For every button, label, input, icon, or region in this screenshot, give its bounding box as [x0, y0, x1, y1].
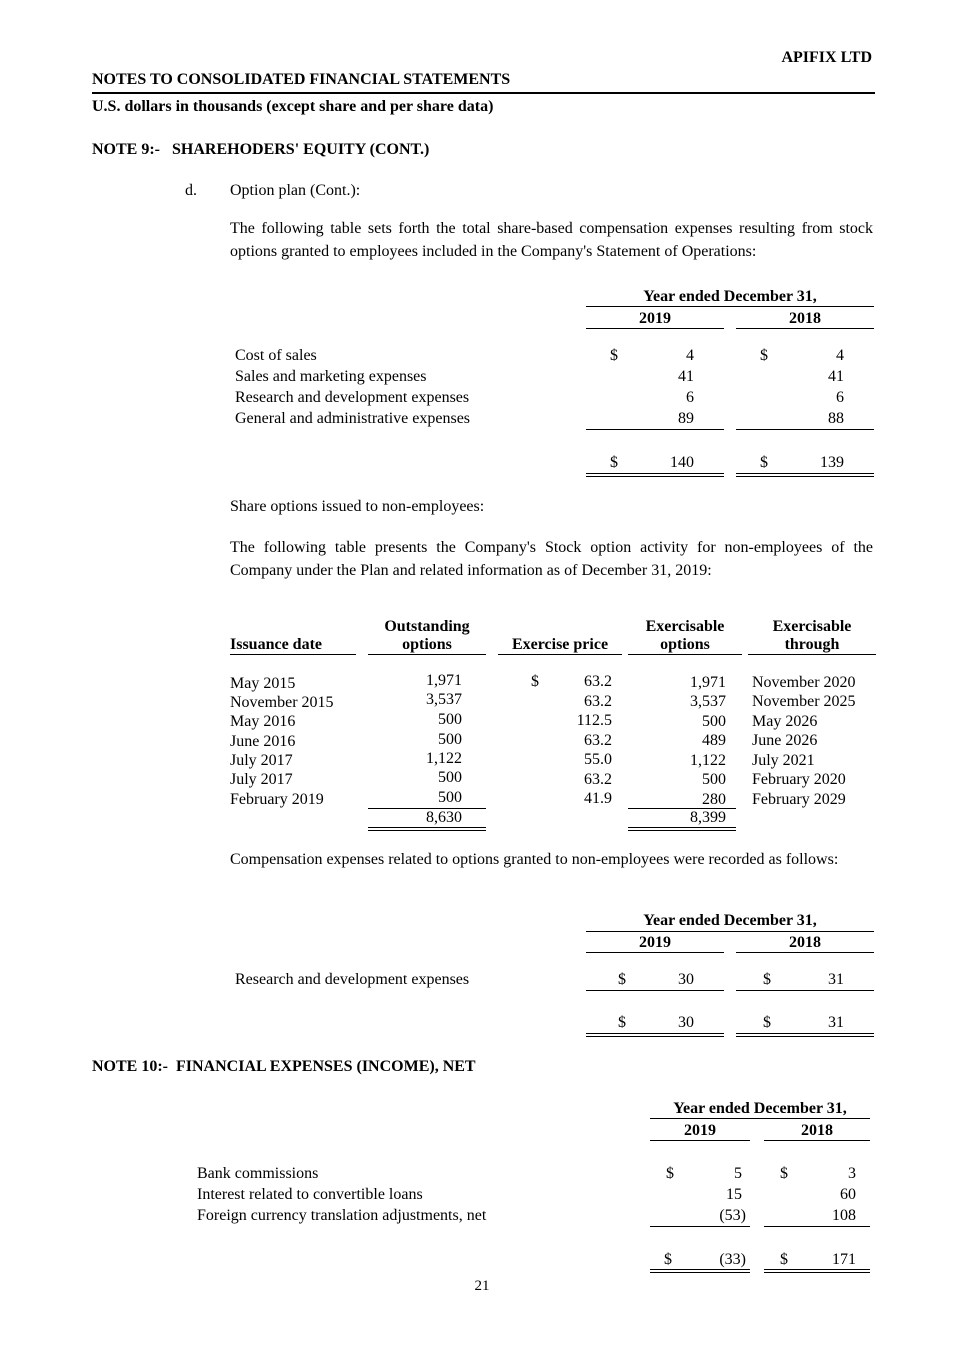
table4-col-rule — [650, 1140, 750, 1141]
value-2018: 6 — [836, 389, 844, 406]
exercisable-options: 500 — [702, 771, 726, 788]
header-rule — [498, 654, 622, 655]
exercisable-through: February 2020 — [752, 771, 846, 788]
item-title: Option plan (Cont.): — [230, 182, 361, 199]
total-2018: 171 — [832, 1251, 856, 1268]
outstanding-options: 1,971 — [426, 672, 462, 689]
currency-symbol: $ — [760, 347, 768, 364]
outstanding-options: 500 — [438, 789, 462, 806]
subtotal-rule — [586, 990, 724, 991]
currency-symbol: $ — [610, 347, 618, 364]
header-divider — [92, 92, 875, 94]
currency-symbol: $ — [664, 1251, 672, 1268]
issuance-date: July 2017 — [230, 752, 293, 769]
exercise-price: 55.0 — [584, 751, 612, 768]
exercisable-through: November 2020 — [752, 674, 856, 691]
row-label: Research and development expenses — [235, 389, 470, 406]
table1-intro: The following table sets forth the total share-based compensation expenses resulting from stock options granted to employees included in the Company's Statement of Operations: — [230, 220, 873, 260]
nonemployee-label: Share options issued to non-employees: — [230, 498, 485, 515]
value-2019: 5 — [734, 1165, 742, 1182]
outstanding-options: 500 — [438, 711, 462, 728]
row-label: Interest related to convertible loans — [197, 1186, 423, 1203]
company-name: APIFIX LTD — [781, 49, 872, 66]
table3-col-2018: 2018 — [789, 934, 821, 951]
currency-symbol: $ — [618, 971, 626, 988]
table1-period-header: Year ended December 31, — [643, 288, 817, 305]
row-label: Sales and marketing expenses — [235, 368, 427, 385]
row-label: General and administrative expenses — [235, 410, 471, 427]
total-double-rule — [764, 1269, 870, 1273]
exercisable-options: 1,122 — [690, 752, 726, 769]
note9-heading: NOTE 9:- SHAREHODERS' EQUITY (CONT.) — [92, 141, 430, 158]
table3-col-rule — [586, 952, 724, 953]
exercisable-options: 1,971 — [690, 674, 726, 691]
issuance-date: November 2015 — [230, 694, 334, 711]
exercisable-through: July 2021 — [752, 752, 815, 769]
note10-heading: NOTE 10:- FINANCIAL EXPENSES (INCOME), NET — [92, 1058, 476, 1075]
exercise-price: 63.2 — [584, 732, 612, 749]
row-label: Bank commissions — [197, 1165, 319, 1182]
exercise-price: 41.9 — [584, 790, 612, 807]
table3-col-2019: 2019 — [639, 934, 671, 951]
table3-period-rule — [586, 931, 874, 932]
value-2019: 89 — [678, 410, 694, 427]
value-2019: 6 — [686, 389, 694, 406]
header-exercisable-2: options — [660, 636, 710, 653]
table4-col-2018: 2018 — [801, 1122, 833, 1139]
table1-col-rule — [586, 328, 724, 329]
currency-symbol: $ — [780, 1165, 788, 1182]
exercise-price: 63.2 — [584, 693, 612, 710]
currency-symbol: $ — [666, 1165, 674, 1182]
row-label: Foreign currency translation adjustments, net — [197, 1207, 487, 1224]
header-through-2: through — [784, 636, 840, 653]
total-double-rule — [628, 827, 736, 831]
total-double-rule — [736, 473, 874, 477]
exercisable-through: November 2025 — [752, 693, 856, 710]
table3-col-rule — [736, 952, 874, 953]
exercisable-options: 489 — [702, 732, 726, 749]
currency-symbol: $ — [610, 454, 618, 471]
outstanding-options: 3,537 — [426, 691, 462, 708]
table2-intro: The following table presents the Company's Stock option activity for non-employees of the Company under the Plan and related information as of December 31, 2019: — [230, 539, 873, 579]
table1-col-2019: 2019 — [639, 310, 671, 327]
subtotal-rule — [650, 1226, 750, 1227]
total-2019: 30 — [678, 1014, 694, 1031]
total-double-rule — [586, 473, 724, 477]
page-number: 21 — [474, 1278, 490, 1294]
exercise-price: 63.2 — [584, 771, 612, 788]
value-2018: 60 — [840, 1186, 856, 1203]
exercisable-through: February 2029 — [752, 791, 846, 808]
exercise-price: 63.2 — [584, 673, 612, 690]
subtotal-rule — [736, 429, 874, 430]
exercisable-options: 280 — [702, 791, 726, 808]
currency-symbol: $ — [763, 1014, 771, 1031]
exercisable-options: 500 — [702, 713, 726, 730]
issuance-date: February 2019 — [230, 791, 324, 808]
table4-col-2019: 2019 — [684, 1122, 716, 1139]
issuance-date: June 2016 — [230, 733, 296, 750]
table3-period-header: Year ended December 31, — [643, 912, 817, 929]
value-2018: 31 — [828, 971, 844, 988]
header-through-1: Exercisable — [772, 618, 852, 635]
value-2018: 41 — [828, 368, 844, 385]
total-2019: (33) — [719, 1251, 746, 1268]
outstanding-options: 500 — [438, 769, 462, 786]
issuance-date: May 2015 — [230, 675, 296, 692]
header-rule — [368, 654, 486, 655]
total-exercisable: 8,399 — [690, 809, 726, 826]
value-2019: (53) — [719, 1207, 746, 1224]
value-2018: 3 — [848, 1165, 856, 1182]
row-label: Research and development expenses — [235, 971, 470, 988]
page-title: NOTES TO CONSOLIDATED FINANCIAL STATEMENTS — [92, 71, 511, 88]
value-2019: 4 — [686, 347, 694, 364]
value-2018: 88 — [828, 410, 844, 427]
table4-col-rule — [764, 1140, 870, 1141]
table3-intro: Compensation expenses related to options granted to non-employees were recorded as follows: — [230, 851, 839, 868]
exercise-price: 112.5 — [576, 712, 612, 729]
currency-symbol: $ — [763, 971, 771, 988]
total-double-rule — [368, 827, 486, 831]
total-2019: 140 — [670, 454, 694, 471]
table1-period-rule — [586, 306, 874, 307]
header-rule — [748, 654, 876, 655]
total-2018: 139 — [820, 454, 844, 471]
issuance-date: May 2016 — [230, 713, 296, 730]
table1-col-rule — [736, 328, 874, 329]
issuance-date: July 2017 — [230, 771, 293, 788]
header-exercise-price: Exercise price — [511, 636, 609, 653]
total-double-rule — [586, 1033, 724, 1037]
total-outstanding: 8,630 — [426, 809, 462, 826]
header-outstanding-1: Outstanding — [384, 618, 470, 635]
total-double-rule — [736, 1033, 874, 1037]
row-label: Cost of sales — [235, 347, 317, 364]
header-rule — [628, 654, 742, 655]
currency-symbol: $ — [780, 1251, 788, 1268]
total-double-rule — [650, 1269, 750, 1273]
header-exercisable-1: Exercisable — [645, 618, 725, 635]
exercisable-options: 3,537 — [690, 693, 726, 710]
header-outstanding-2: options — [402, 636, 452, 653]
currency-symbol: $ — [531, 673, 539, 690]
exercisable-through: May 2026 — [752, 713, 818, 730]
value-2018: 4 — [836, 347, 844, 364]
exercisable-through: June 2026 — [752, 732, 818, 749]
value-2018: 108 — [832, 1207, 856, 1224]
value-2019: 30 — [678, 971, 694, 988]
currency-symbol: $ — [760, 454, 768, 471]
outstanding-options: 1,122 — [426, 750, 462, 767]
table4-period-header: Year ended December 31, — [673, 1100, 847, 1117]
subtotal-rule — [586, 429, 724, 430]
value-2019: 15 — [726, 1186, 742, 1203]
header-rule — [230, 654, 356, 655]
item-letter: d. — [185, 182, 197, 199]
total-2018: 31 — [828, 1014, 844, 1031]
page-subtitle: U.S. dollars in thousands (except share and per share data) — [92, 98, 494, 115]
table4-period-rule — [650, 1118, 870, 1119]
outstanding-options: 500 — [438, 731, 462, 748]
value-2019: 41 — [678, 368, 694, 385]
table1-col-2018: 2018 — [789, 310, 821, 327]
subtotal-rule — [736, 990, 874, 991]
header-issuance-date: Issuance date — [230, 636, 323, 653]
subtotal-rule — [764, 1226, 870, 1227]
currency-symbol: $ — [618, 1014, 626, 1031]
